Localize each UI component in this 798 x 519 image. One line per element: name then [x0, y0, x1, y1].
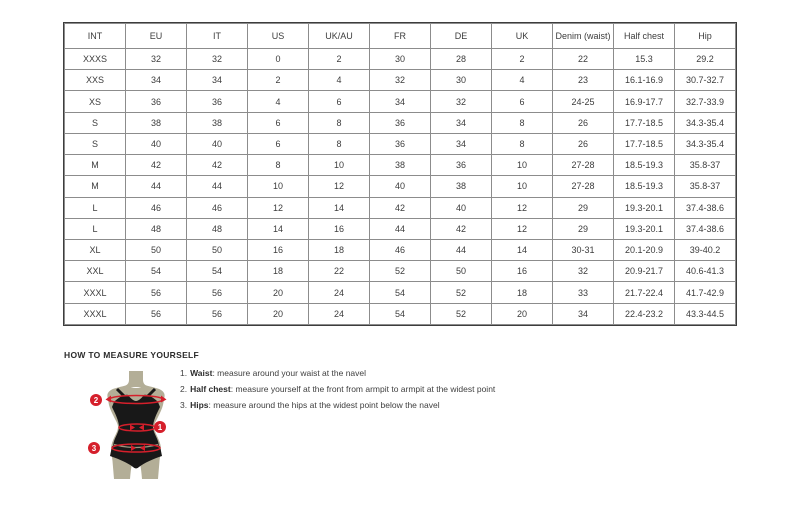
size-chart-cell: 42 [126, 155, 187, 176]
size-chart-cell: 32 [126, 49, 187, 70]
size-chart-row [65, 49, 736, 70]
size-chart-cell: 4 [248, 91, 309, 112]
size-chart-column-header: US [248, 24, 309, 49]
size-chart-cell: 24 [309, 303, 370, 324]
size-chart-cell: 43.3-44.5 [675, 303, 736, 324]
size-chart-cell: 18.5-19.3 [614, 155, 675, 176]
size-chart-cell: 26 [553, 133, 614, 154]
size-chart-cell: S [65, 133, 126, 154]
size-chart-cell: 24 [309, 282, 370, 303]
size-chart-cell: 54 [187, 261, 248, 282]
size-chart-cell: 42 [431, 218, 492, 239]
size-chart-cell: 56 [126, 303, 187, 324]
size-chart-cell: XXXL [65, 282, 126, 303]
size-chart-column-header: UK [492, 24, 553, 49]
size-chart-cell: 54 [126, 261, 187, 282]
size-chart-cell: 36 [187, 91, 248, 112]
size-chart-cell: 34 [187, 70, 248, 91]
size-chart-cell: 33 [553, 282, 614, 303]
size-chart-cell: 16.9-17.7 [614, 91, 675, 112]
size-chart-cell: 40 [187, 133, 248, 154]
size-chart-cell: 40 [431, 197, 492, 218]
size-chart-cell: 8 [492, 112, 553, 133]
size-chart-column-header: INT [65, 24, 126, 49]
size-chart-cell: 14 [492, 239, 553, 260]
size-chart-cell: 6 [309, 91, 370, 112]
size-chart-row [65, 133, 736, 154]
size-chart-cell: 29 [553, 197, 614, 218]
size-chart-cell: S [65, 112, 126, 133]
size-chart-cell: 42 [187, 155, 248, 176]
size-chart-cell: 21.7-22.4 [614, 282, 675, 303]
measure-section-heading: HOW TO MEASURE YOURSELF [64, 350, 200, 360]
size-chart-cell: 8 [309, 112, 370, 133]
measure-steps-list [180, 369, 495, 417]
size-chart-cell: 41.7-42.9 [675, 282, 736, 303]
size-chart-column-header: EU [126, 24, 187, 49]
size-chart-cell: 30-31 [553, 239, 614, 260]
size-chart-cell: 54 [370, 303, 431, 324]
size-chart-cell: 0 [248, 49, 309, 70]
size-chart-cell: 22 [309, 261, 370, 282]
size-chart-cell: 23 [553, 70, 614, 91]
badge-1-number: 1 [157, 423, 163, 432]
size-chart-cell: 12 [309, 176, 370, 197]
step-label: Half chest [190, 384, 231, 394]
size-chart-cell: 22 [553, 49, 614, 70]
size-chart-cell: 44 [431, 239, 492, 260]
size-chart-cell: 36 [370, 133, 431, 154]
size-chart-cell: 44 [370, 218, 431, 239]
size-chart-row [65, 197, 736, 218]
size-chart-cell: 10 [248, 176, 309, 197]
size-chart-row [65, 112, 736, 133]
mannequin-illustration [85, 369, 195, 484]
size-chart-cell: 29 [553, 218, 614, 239]
size-chart-cell: 10 [492, 176, 553, 197]
size-chart-cell: 30 [370, 49, 431, 70]
step-label: Hips [190, 400, 209, 410]
size-chart-cell: 2 [492, 49, 553, 70]
size-chart-cell: 40 [126, 133, 187, 154]
size-chart-cell: 16 [492, 261, 553, 282]
size-chart-row [65, 261, 736, 282]
size-chart-cell: 17.7-18.5 [614, 112, 675, 133]
size-chart-cell: XL [65, 239, 126, 260]
size-chart-cell: 34 [126, 70, 187, 91]
size-chart-cell: XXL [65, 261, 126, 282]
size-chart-cell: 18 [248, 261, 309, 282]
size-chart-cell: 48 [187, 218, 248, 239]
size-chart-cell: 19.3-20.1 [614, 197, 675, 218]
size-chart-cell: 44 [187, 176, 248, 197]
size-chart-cell: 38 [126, 112, 187, 133]
size-chart-cell: 12 [492, 218, 553, 239]
size-chart-row [65, 91, 736, 112]
size-chart-cell: XXXS [65, 49, 126, 70]
size-chart-header-row [65, 24, 736, 49]
size-chart-cell: 30 [431, 70, 492, 91]
size-chart-cell: 44 [126, 176, 187, 197]
size-chart-cell: 20 [492, 303, 553, 324]
size-chart-cell: 10 [309, 155, 370, 176]
size-chart-cell: 30.7-32.7 [675, 70, 736, 91]
size-chart-row [65, 70, 736, 91]
size-chart-cell: 18 [492, 282, 553, 303]
size-chart-cell: 22.4-23.2 [614, 303, 675, 324]
size-chart-row [65, 303, 736, 324]
step-text: : measure around your waist at the navel [212, 368, 367, 378]
size-chart-column-header: FR [370, 24, 431, 49]
size-chart-cell: 16 [248, 239, 309, 260]
size-chart-cell: 32 [370, 70, 431, 91]
size-chart-cell: 2 [309, 49, 370, 70]
size-chart-cell: 17.7-18.5 [614, 133, 675, 154]
size-chart-row [65, 218, 736, 239]
size-chart-cell: 8 [492, 133, 553, 154]
size-chart-cell: 20.9-21.7 [614, 261, 675, 282]
size-chart-cell: XXS [65, 70, 126, 91]
size-chart-cell: 29.2 [675, 49, 736, 70]
size-chart-cell: 46 [370, 239, 431, 260]
size-chart-cell: 6 [248, 133, 309, 154]
size-chart-cell: 4 [492, 70, 553, 91]
size-chart-cell: 56 [187, 282, 248, 303]
size-chart-cell: 54 [370, 282, 431, 303]
size-chart-cell: 50 [431, 261, 492, 282]
badge-2-number: 2 [93, 396, 99, 405]
size-chart-cell: 20 [248, 303, 309, 324]
size-chart-cell: 32 [553, 261, 614, 282]
size-chart-cell: 18.5-19.3 [614, 176, 675, 197]
size-chart-cell: 42 [370, 197, 431, 218]
size-chart-cell: 34 [431, 133, 492, 154]
size-chart-cell: 38 [431, 176, 492, 197]
badge-3-number: 3 [91, 444, 97, 453]
size-chart-cell: 35.8-37 [675, 155, 736, 176]
size-chart-cell: 6 [492, 91, 553, 112]
size-chart-cell: 37.4-38.6 [675, 218, 736, 239]
size-chart-cell: 36 [370, 112, 431, 133]
size-chart-cell: 26 [553, 112, 614, 133]
size-chart-cell: 34.3-35.4 [675, 133, 736, 154]
size-chart [63, 22, 737, 326]
size-chart-cell: 39-40.2 [675, 239, 736, 260]
size-chart-cell: XS [65, 91, 126, 112]
size-chart-cell: 34 [370, 91, 431, 112]
size-chart-cell: 34 [553, 303, 614, 324]
size-chart-cell: M [65, 155, 126, 176]
size-chart-cell: 20.1-20.9 [614, 239, 675, 260]
size-chart-cell: 19.3-20.1 [614, 218, 675, 239]
size-chart-column-header: Denim (waist) [553, 24, 614, 49]
size-chart-cell: 36 [431, 155, 492, 176]
size-chart-cell: 40.6-41.3 [675, 261, 736, 282]
size-chart-cell: 35.8-37 [675, 176, 736, 197]
size-chart-cell: 12 [248, 197, 309, 218]
size-chart-cell: 2 [248, 70, 309, 91]
measure-step-hips [180, 401, 495, 410]
size-chart-cell: 38 [187, 112, 248, 133]
size-chart-cell: 16 [309, 218, 370, 239]
size-chart-cell: 46 [187, 197, 248, 218]
size-chart-cell: 50 [126, 239, 187, 260]
size-chart-cell: 12 [492, 197, 553, 218]
size-chart-cell: 28 [431, 49, 492, 70]
size-chart-column-header: IT [187, 24, 248, 49]
step-label: Waist [190, 368, 213, 378]
size-chart-cell: 34 [431, 112, 492, 133]
size-chart-cell: 14 [248, 218, 309, 239]
size-chart-cell: 8 [248, 155, 309, 176]
size-chart-cell: 27-28 [553, 176, 614, 197]
size-chart-cell: 24-25 [553, 91, 614, 112]
size-chart-cell: 27-28 [553, 155, 614, 176]
step-text: : measure around the hips at the widest point below the navel [208, 400, 440, 410]
size-chart-cell: 6 [248, 112, 309, 133]
step-number: 3. [180, 400, 188, 410]
size-chart-cell: 36 [126, 91, 187, 112]
measurement-figure [85, 369, 195, 484]
size-chart-cell: 34.3-35.4 [675, 112, 736, 133]
size-chart-cell: 48 [126, 218, 187, 239]
size-chart-cell: 10 [492, 155, 553, 176]
size-chart-column-header: UK/AU [309, 24, 370, 49]
size-chart-cell: L [65, 197, 126, 218]
size-chart-row [65, 239, 736, 260]
step-number: 2. [180, 384, 188, 394]
size-chart-row [65, 282, 736, 303]
size-chart-cell: 18 [309, 239, 370, 260]
size-chart-row [65, 155, 736, 176]
size-chart-table [64, 23, 736, 325]
size-chart-row [65, 176, 736, 197]
size-chart-cell: 4 [309, 70, 370, 91]
size-chart-cell: 32 [187, 49, 248, 70]
size-chart-cell: 38 [370, 155, 431, 176]
size-chart-cell: 46 [126, 197, 187, 218]
step-number: 1. [180, 368, 188, 378]
size-chart-column-header: Half chest [614, 24, 675, 49]
measure-step-waist [180, 369, 495, 378]
size-chart-cell: 14 [309, 197, 370, 218]
measure-step-half-chest [180, 385, 495, 394]
size-chart-cell: 50 [187, 239, 248, 260]
size-chart-cell: L [65, 218, 126, 239]
size-chart-column-header: DE [431, 24, 492, 49]
size-chart-cell: 52 [431, 303, 492, 324]
size-chart-cell: 32 [431, 91, 492, 112]
size-chart-cell: 37.4-38.6 [675, 197, 736, 218]
step-text: : measure yourself at the front from armpit to armpit at the widest point [230, 384, 496, 394]
size-chart-cell: 8 [309, 133, 370, 154]
size-chart-cell: 15.3 [614, 49, 675, 70]
size-chart-cell: M [65, 176, 126, 197]
size-chart-cell: 52 [370, 261, 431, 282]
size-chart-cell: 32.7-33.9 [675, 91, 736, 112]
size-chart-cell: XXXL [65, 303, 126, 324]
size-chart-cell: 56 [187, 303, 248, 324]
size-chart-cell: 40 [370, 176, 431, 197]
size-chart-column-header: Hip [675, 24, 736, 49]
size-chart-cell: 52 [431, 282, 492, 303]
size-chart-cell: 56 [126, 282, 187, 303]
size-chart-cell: 20 [248, 282, 309, 303]
size-chart-cell: 16.1-16.9 [614, 70, 675, 91]
